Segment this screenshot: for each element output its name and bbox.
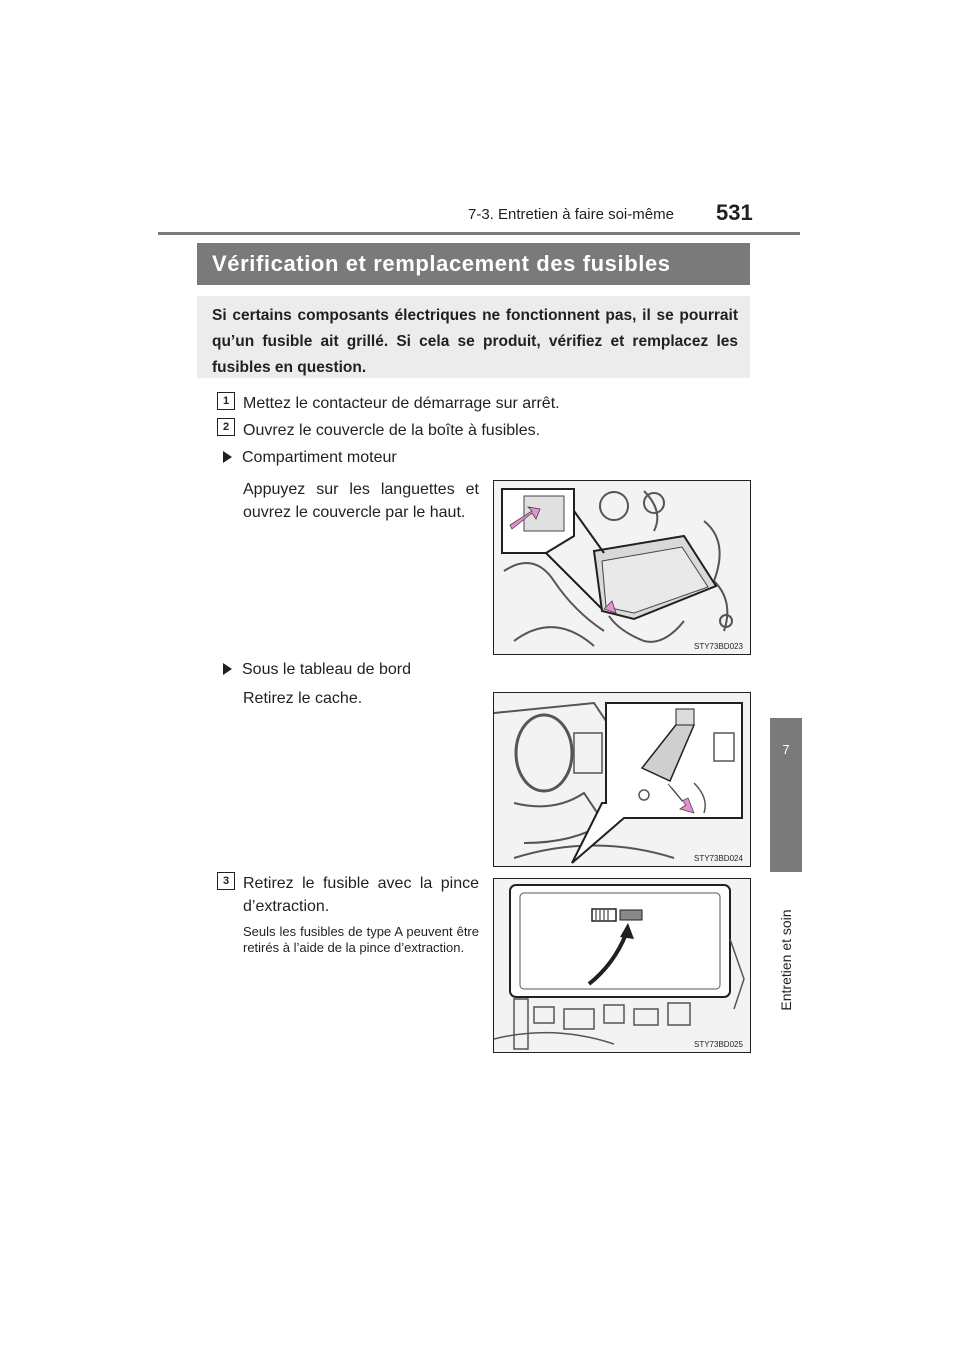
substep-1-text: Appuyez sur les languettes et ouvrez le couvercle par le haut. — [243, 481, 479, 521]
step-2-text: Ouvrez le couvercle de la boîte à fusibles. — [243, 422, 541, 439]
figure-engine-fuse-box — [493, 480, 751, 655]
step-number-1: 1 — [217, 392, 235, 410]
intro-box — [197, 296, 750, 378]
figure-code: STY73BD024 — [694, 854, 743, 863]
intro-text: Si certains composants électriques ne fonctionnent pas, il se pourrait qu’un fusible ait grillé. Si cela se produit, vérifiez et remplacez les fusibles en question. — [212, 307, 738, 376]
header-rule — [158, 232, 800, 235]
substep-1-label: Compartiment moteur — [242, 449, 397, 466]
figure-code: STY73BD023 — [694, 642, 743, 651]
step-3-note: Seuls les fusibles de type A peuvent être retirés à l’aide de la pince d’extraction. — [243, 924, 479, 955]
step-3-text: Retirez le fusible avec la pince d’extraction. — [243, 875, 479, 915]
page-title: Vérification et remplacement des fusibles — [197, 243, 750, 285]
substep-2-text: Retirez le cache. — [243, 690, 363, 707]
figure-fuse-puller — [493, 878, 751, 1053]
substep-2-label: Sous le tableau de bord — [242, 661, 412, 678]
chapter-number: 7 — [782, 742, 790, 757]
section-header: 7-3. Entretien à faire soi-même — [468, 206, 674, 223]
step-number-3: 3 — [217, 872, 235, 890]
triangle-bullet-icon — [223, 663, 232, 675]
page-number: 531 — [716, 200, 753, 225]
step-number-2: 2 — [217, 418, 235, 436]
figure-dashboard-cover — [493, 692, 751, 867]
chapter-title: Entretien et soin — [778, 909, 794, 1011]
triangle-bullet-icon — [223, 451, 232, 463]
step-1-text: Mettez le contacteur de démarrage sur arrêt. — [243, 395, 560, 412]
figure-code: STY73BD025 — [694, 1040, 743, 1049]
